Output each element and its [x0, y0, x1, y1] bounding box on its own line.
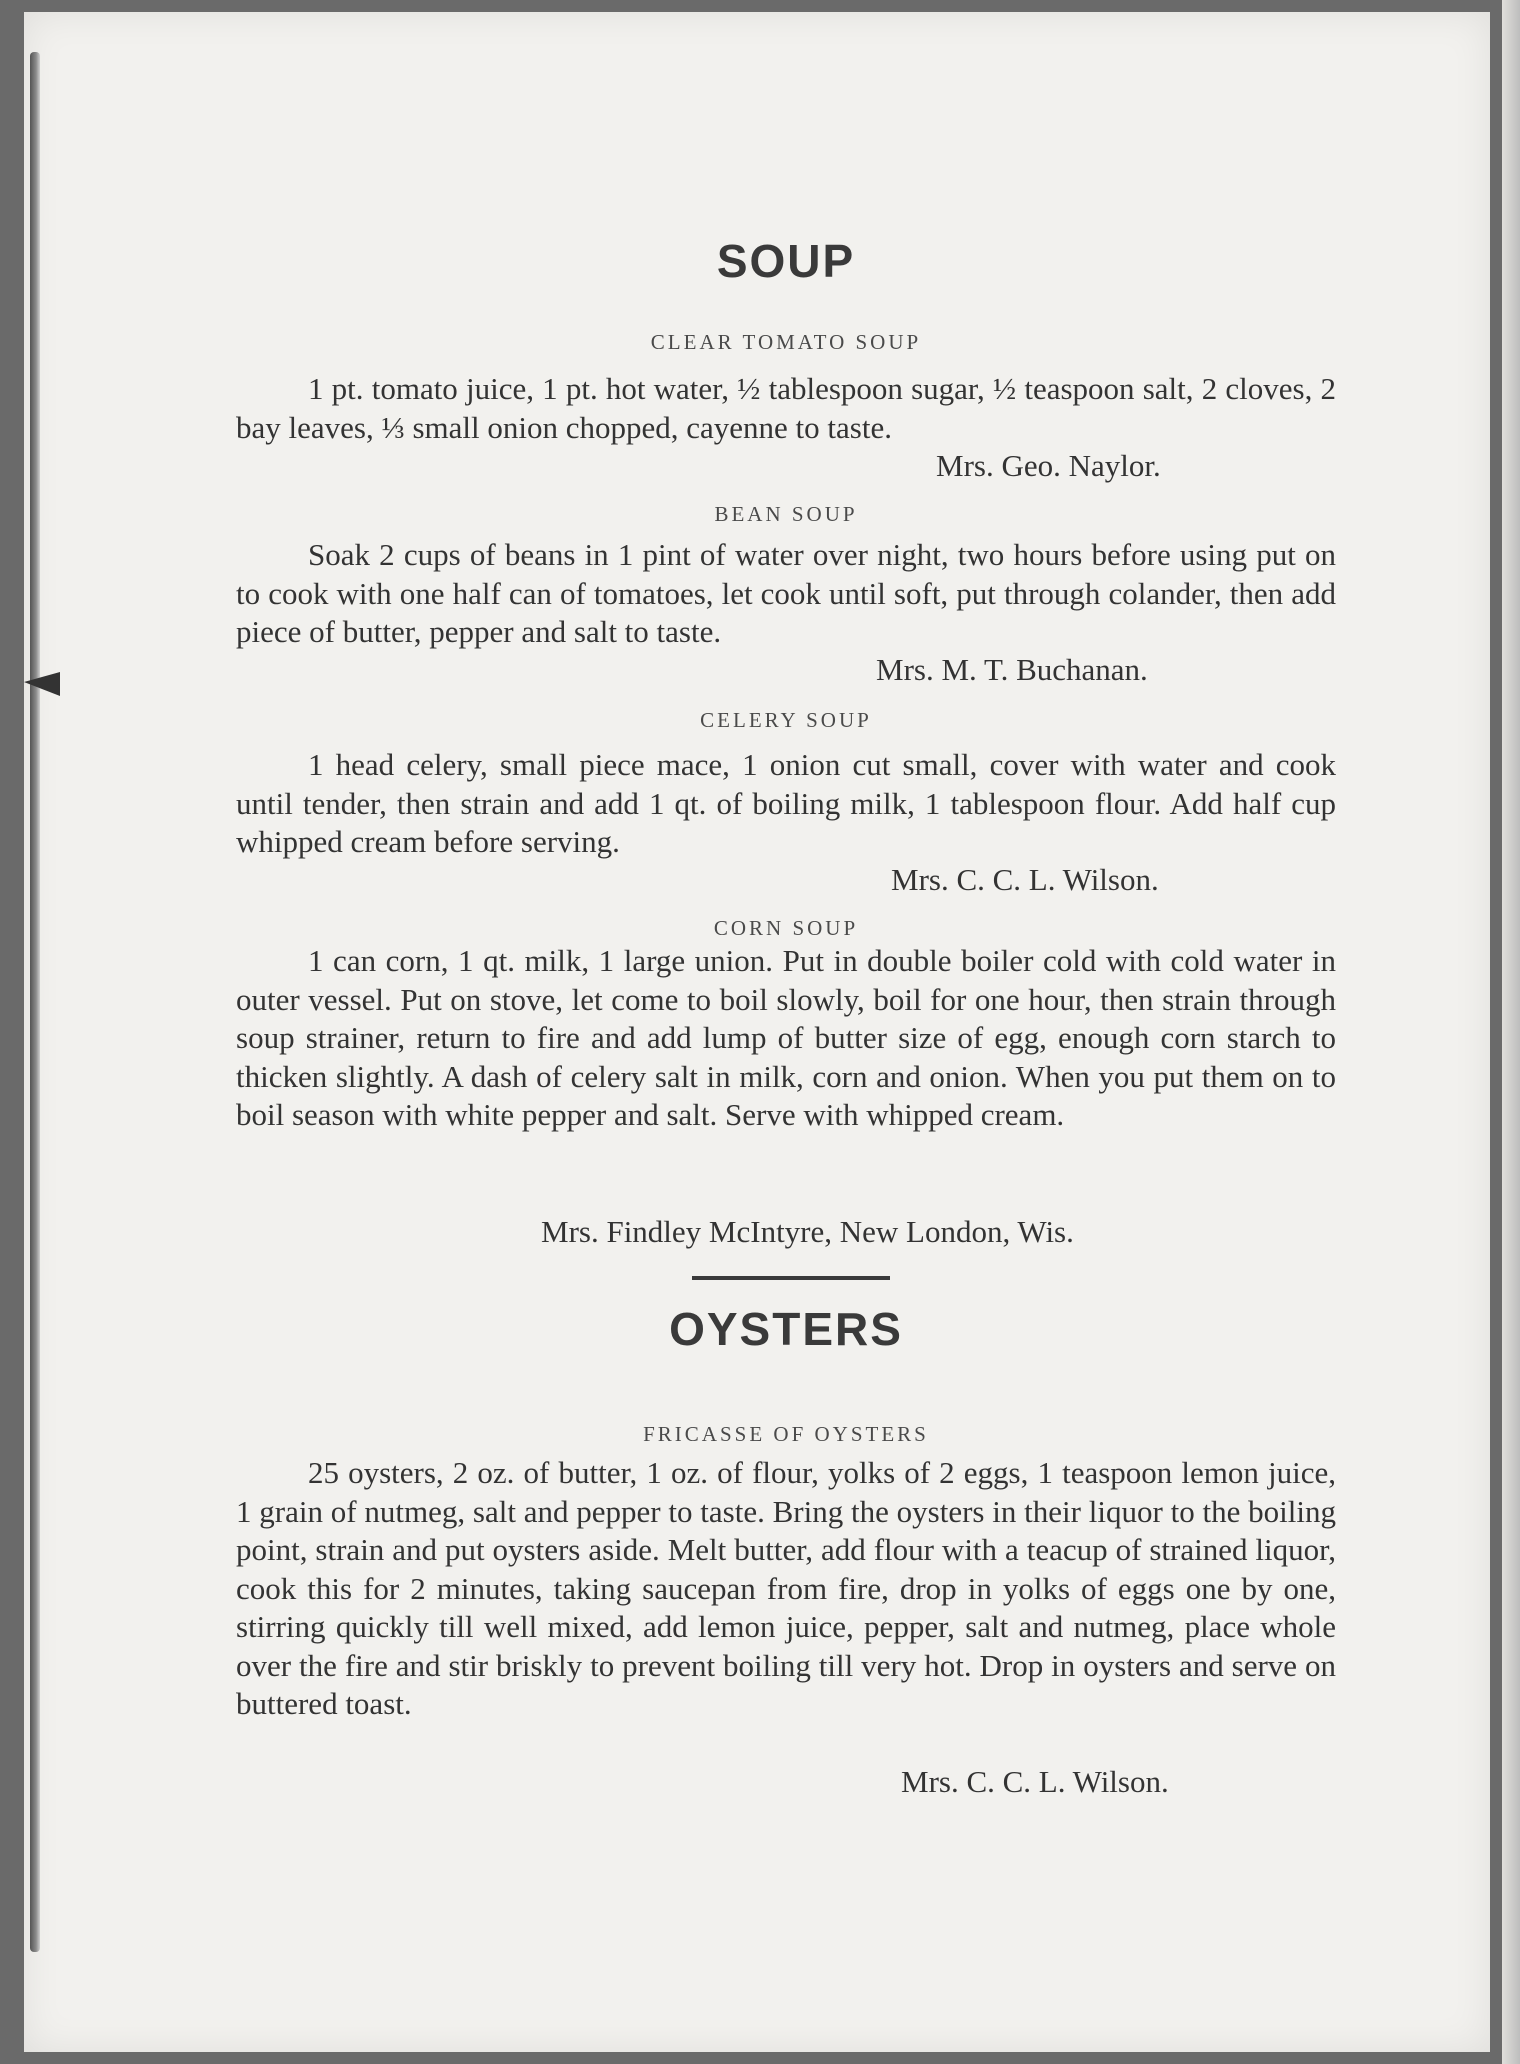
recipe-title-celery-soup: CELERY SOUP [700, 708, 872, 732]
recipe-title-bean-soup: BEAN SOUP [714, 502, 858, 526]
recipe-title-corn-soup: CORN SOUP [713, 916, 859, 940]
recipe-title-clear-tomato-soup: CLEAR TOMATO SOUP [650, 330, 922, 354]
recipe-author-clear-tomato-soup: Mrs. Geo. Naylor. [936, 448, 1161, 483]
recipe-body-fricasse-of-oysters: 25 oysters, 2 oz. of butter, 1 oz. of flour, yolks of 2 eggs, 1 teaspoon lemon juice, 1 grain of nutmeg, salt and pepper to taste. Bring the oysters in their liquor to the boiling point, strain and put oysters aside. Melt butter, add flour with a teacup of strained liquor, cook this for 2 minutes, taking saucepan from fire, drop in yolks of eggs one by one, stirring quickly till well mixed, add lemon juice, pepper, salt and nutmeg, place whole over the fire and stir briskly to prevent boiling till very hot. Drop in oysters and serve on buttered toast. [236, 1455, 1336, 1721]
recipe-author-celery-soup: Mrs. C. C. L. Wilson. [891, 862, 1159, 897]
recipe-body-clear-tomato-soup: 1 pt. tomato juice, 1 pt. hot water, ½ tablespoon sugar, ½ teaspoon salt, 2 cloves, 2 bay leaves, ⅓ small onion chopped, cayenne to taste. [236, 371, 1336, 445]
recipe-author-corn-soup: Mrs. Findley McIntyre, New London, Wis. [541, 1214, 1074, 1249]
recipe-author-fricasse-of-oysters: Mrs. C. C. L. Wilson. [901, 1764, 1169, 1799]
recipe-body-bean-soup: Soak 2 cups of beans in 1 pint of water over night, two hours before using put on to cook with one half can of tomatoes, let cook until soft, put through colander, then add piece of butter, pepper and salt to taste. [236, 537, 1336, 649]
page-right-edge [1502, 0, 1520, 2064]
section-title-soup: SOUP [716, 235, 856, 287]
page-tab-mark [24, 672, 60, 696]
section-title-oysters: OYSTERS [669, 1303, 903, 1355]
recipe-body-celery-soup: 1 head celery, small piece mace, 1 onion cut small, cover with water and cook until tender, then strain and add 1 qt. of boiling milk, 1 tablespoon flour. Add half cup whipped cream before serving. [236, 747, 1336, 859]
section-divider [692, 1276, 890, 1280]
recipe-author-bean-soup: Mrs. M. T. Buchanan. [876, 652, 1148, 687]
page-binding-edge [30, 52, 40, 1952]
recipe-body-corn-soup: 1 can corn, 1 qt. milk, 1 large union. Put in double boiler cold with cold water in outer vessel. Put on stove, let come to boil slowly, boil for one hour, then strain through soup strainer, return to fire and add lump of butter size of egg, enough corn starch to thicken slightly. A dash of celery salt in milk, corn and onion. When you put them on to boil season with white pepper and salt. Serve with whipped cream. [236, 943, 1336, 1132]
book-page [24, 12, 1490, 2052]
recipe-title-fricasse-of-oysters: FRICASSE OF OYSTERS [643, 1422, 929, 1446]
